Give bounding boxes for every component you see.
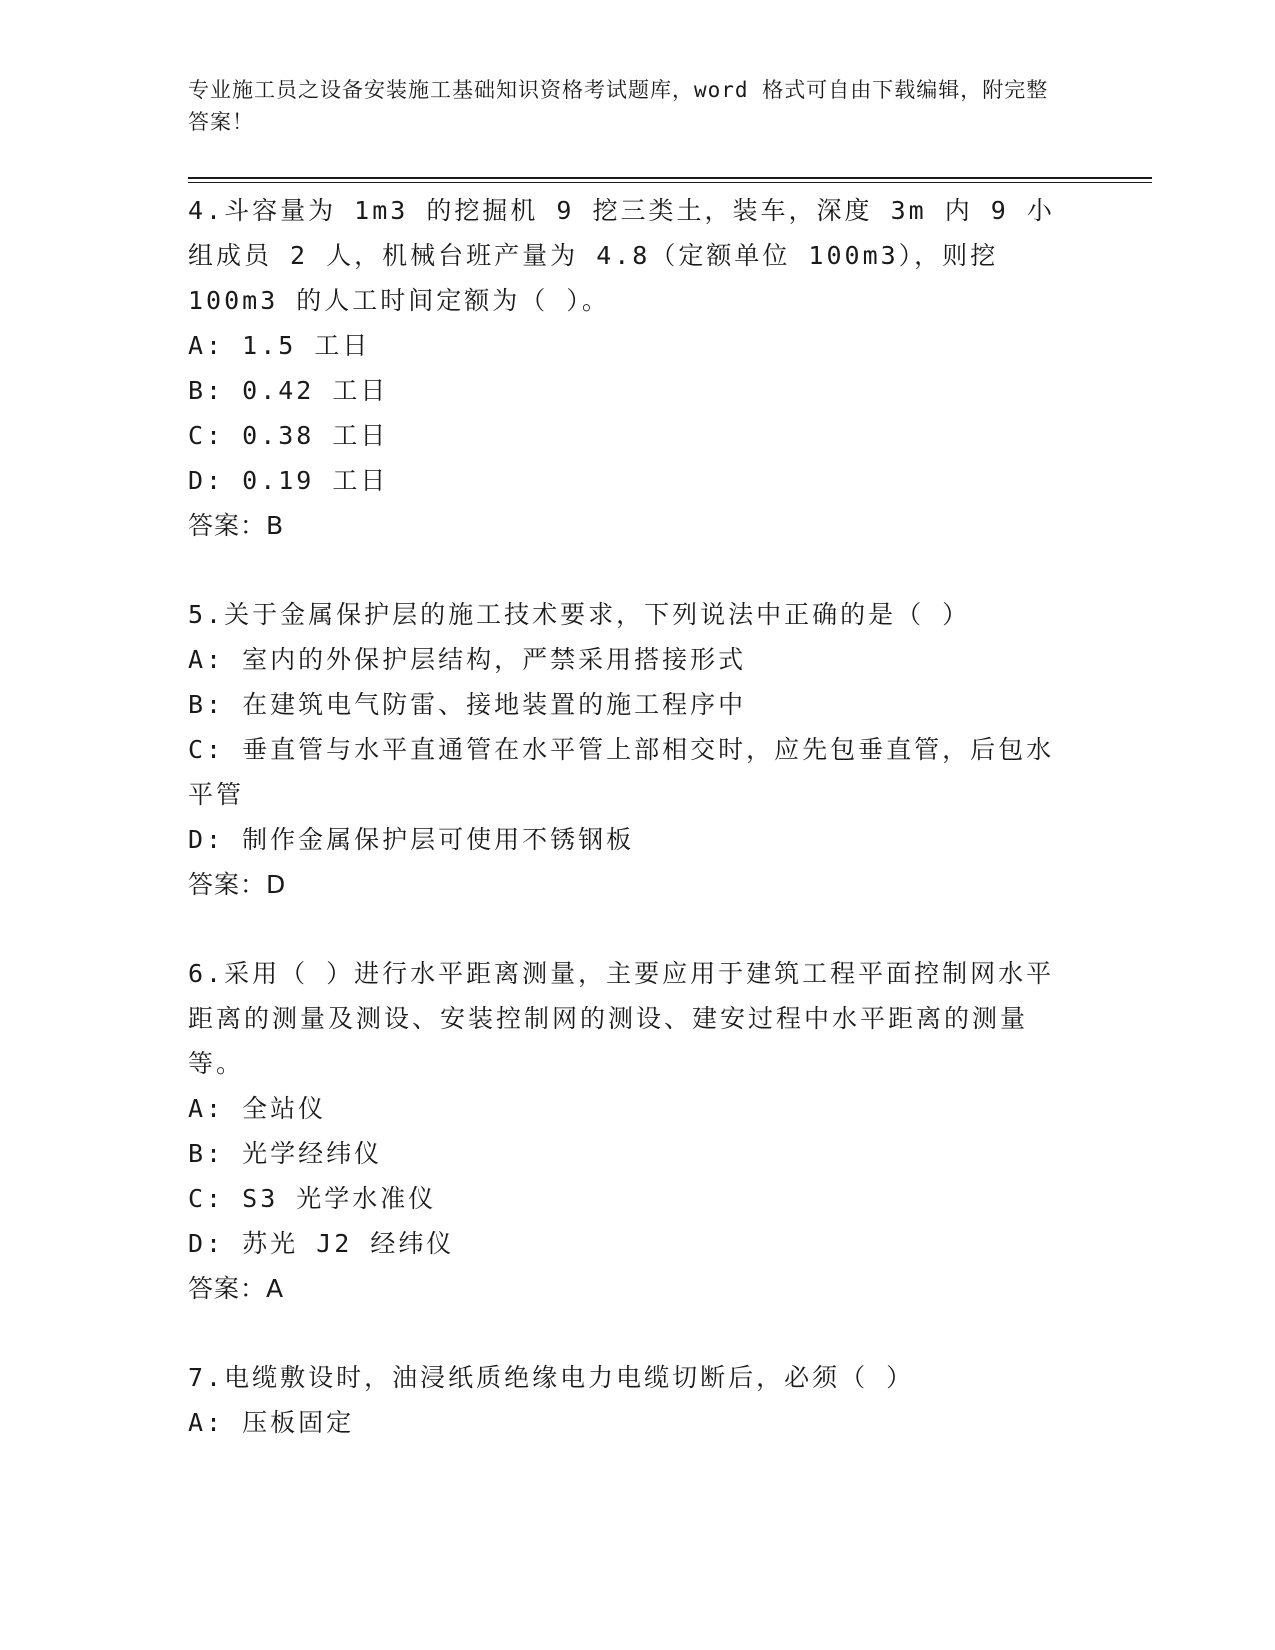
option-b: B: 光学经纬仪 bbox=[188, 1139, 383, 1168]
question-4 bbox=[188, 188, 1068, 548]
option-a: A: 1.5 工日 bbox=[188, 331, 371, 360]
question-stem: 6.采用（ ）进行水平距离测量，主要应用于建筑工程平面控制网水平距离的测量及测设、安装控制网的测设、建安过程中水平距离的测量等。 bbox=[188, 959, 1055, 1078]
option-b: B: 在建筑电气防雷、接地装置的施工程序中 bbox=[188, 690, 747, 719]
answer: 答案：A bbox=[188, 1274, 285, 1303]
header-rule-thin bbox=[188, 182, 1152, 183]
question-stem: 5.关于金属保护层的施工技术要求，下列说法中正确的是（ ） bbox=[188, 600, 971, 629]
question-stem: 7.电缆敷设时，油浸纸质绝缘电力电缆切断后，必须（ ） bbox=[188, 1363, 915, 1392]
option-a: A: 压板固定 bbox=[188, 1408, 355, 1437]
question-list bbox=[188, 188, 1068, 1489]
answer: 答案：B bbox=[188, 511, 285, 540]
option-b: B: 0.42 工日 bbox=[188, 376, 389, 405]
page-header: 专业施工员之设备安装施工基础知识资格考试题库，word 格式可自由下载编辑，附完整答案！ bbox=[188, 78, 1049, 134]
option-c: C: S3 光学水准仪 bbox=[188, 1184, 437, 1213]
option-a: A: 室内的外保护层结构，严禁采用搭接形式 bbox=[188, 645, 747, 674]
option-c: C: 0.38 工日 bbox=[188, 421, 389, 450]
option-a: A: 全站仪 bbox=[188, 1094, 327, 1123]
question-stem: 4.斗容量为 1m3 的挖掘机 9 挖三类土，装车，深度 3m 内 9 小组成员 2 人，机械台班产量为 4.8（定额单位 100m3），则挖 100m3 的人工时间定额为（ ）。 bbox=[188, 196, 1055, 315]
option-d: D: 制作金属保护层可使用不锈钢板 bbox=[188, 825, 635, 854]
option-c: C: 垂直管与水平直通管在水平管上部相交时，应先包垂直管，后包水平管 bbox=[188, 735, 1055, 809]
question-7 bbox=[188, 1355, 1068, 1445]
option-d: D: 苏光 J2 经纬仪 bbox=[188, 1229, 455, 1258]
question-6 bbox=[188, 951, 1068, 1311]
question-5 bbox=[188, 592, 1068, 907]
answer: 答案：D bbox=[188, 870, 287, 899]
header-rule-thick bbox=[188, 177, 1152, 179]
option-d: D: 0.19 工日 bbox=[188, 466, 389, 495]
